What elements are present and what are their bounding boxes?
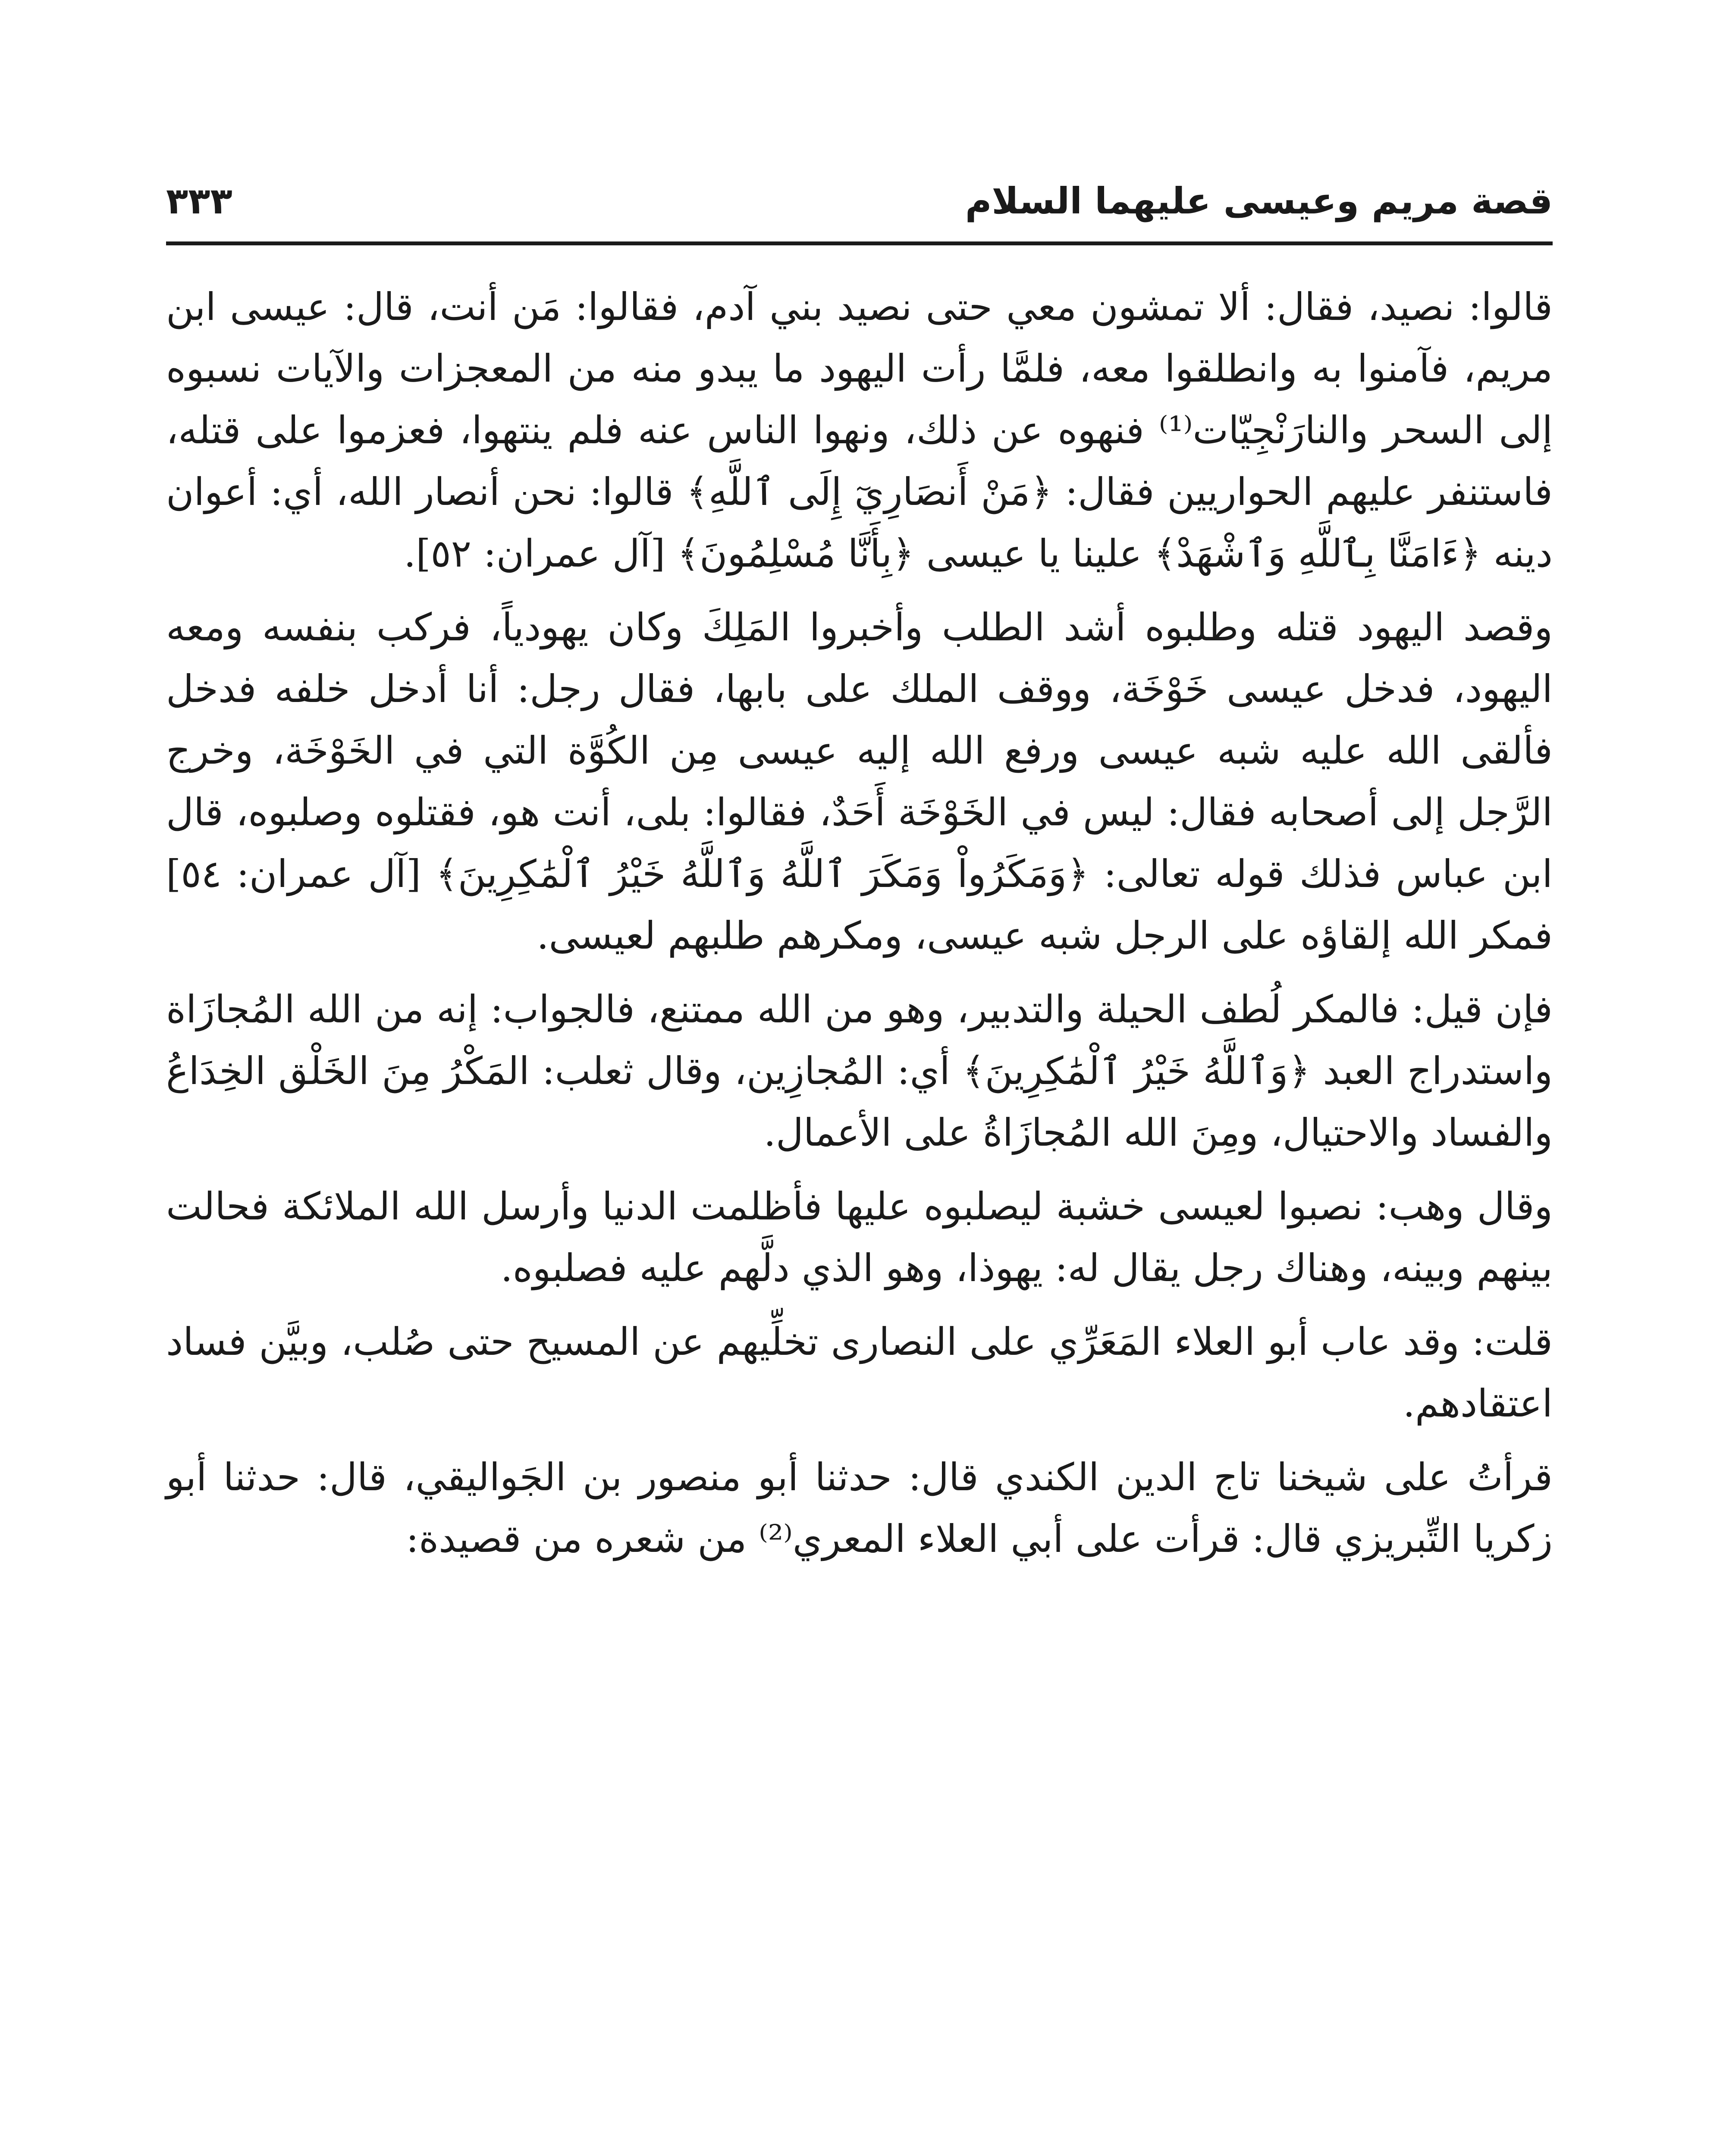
paragraph: قالوا: نصيد، فقال: ألا تمشون معي حتى نصيد بني آدم، فقالوا: مَن أنت، قال: عيسى ابن مريم، فآمنوا به وانطلقوا معه، فلمَّا رأت اليهود ما يبدو منه من المعجزات والآيات نسبوه إلى السحر والنارَنْجِيّات⁽¹⁾ فنهوه عن ذلك، ونهوا الناس عنه فلم ينتهوا، فعزموا على قتله، فاستنفر عليهم الحواريين فقال: ﴿مَنْ أَنصَارِيٓ إِلَى ٱللَّهِ﴾ قالوا: نحن أنصار الله، أي: أعوان دينه ﴿ءَامَنَّا بِٱللَّهِ وَٱشْهَدْ﴾ علينا يا عيسى ﴿بِأَنَّا مُسْلِمُونَ﴾ [آل عمران: ٥٢]. — [166, 285, 1553, 576]
paragraph: فإن قيل: فالمكر لُطف الحيلة والتدبير، وهو من الله ممتنع، فالجواب: إنه من الله المُجازَاة واستدراج العبد ﴿وَٱللَّهُ خَيْرُ ٱلْمَٰكِرِينَ﴾ أي: المُجازِين، وقال ثعلب: المَكْرُ مِنَ الخَلْق الخِدَاعُ والفساد والاحتيال، ومِنَ الله المُجازَاةُ على الأعمال. — [166, 987, 1553, 1155]
page-number: ٣٣٣ — [166, 180, 232, 222]
paragraph: وقصد اليهود قتله وطلبوه أشد الطلب وأخبروا المَلِكَ وكان يهودياً، فركب بنفسه ومعه اليهود، فدخل عيسى خَوْخَة، ووقف الملك على بابها، فقال رجل: أنا أدخل خلفه فدخل فألقى الله عليه شبه عيسى ورفع الله إليه عيسى مِن الكُوَّة التي في الخَوْخَة، وخرج الرَّجل إلى أصحابه فقال: ليس في الخَوْخَة أَحَدٌ، فقالوا: بلى، أنت هو، فقتلوه وصلبوه، قال ابن عباس فذلك قوله تعالى: ﴿وَمَكَرُواْ وَمَكَرَ ٱللَّهُ وَٱللَّهُ خَيْرُ ٱلْمَٰكِرِينَ﴾ [آل عمران: ٥٤] فمكر الله إلقاؤه على الرجل شبه عيسى، ومكرهم طلبهم لعيسى. — [166, 605, 1553, 958]
paragraph: قلت: وقد عاب أبو العلاء المَعَرِّي على النصارى تخلِّيهم عن المسيح حتى صُلب، وبيَّن فساد اعتقادهم. — [166, 1319, 1553, 1426]
main-text — [166, 276, 1553, 1582]
header-rule — [166, 241, 1553, 245]
paragraph: وقال وهب: نصبوا لعيسى خشبة ليصلبوه عليها فأظلمت الدنيا وأرسل الله الملائكة فحالت بينهم وبينه، وهناك رجل يقال له: يهوذا، وهو الذي دلَّهم عليه فصلبوه. — [166, 1184, 1553, 1290]
chapter-title: قصة مريم وعيسى عليهما السلام — [965, 180, 1553, 222]
running-header — [166, 170, 1553, 222]
paragraph: قرأتُ على شيخنا تاج الدين الكندي قال: حدثنا أبو منصور بن الجَواليقي، قال: حدثنا أبو زكريا التِّبريزي قال: قرأت على أبي العلاء المعري⁽²⁾ من شعره من قصيدة: — [166, 1455, 1553, 1561]
